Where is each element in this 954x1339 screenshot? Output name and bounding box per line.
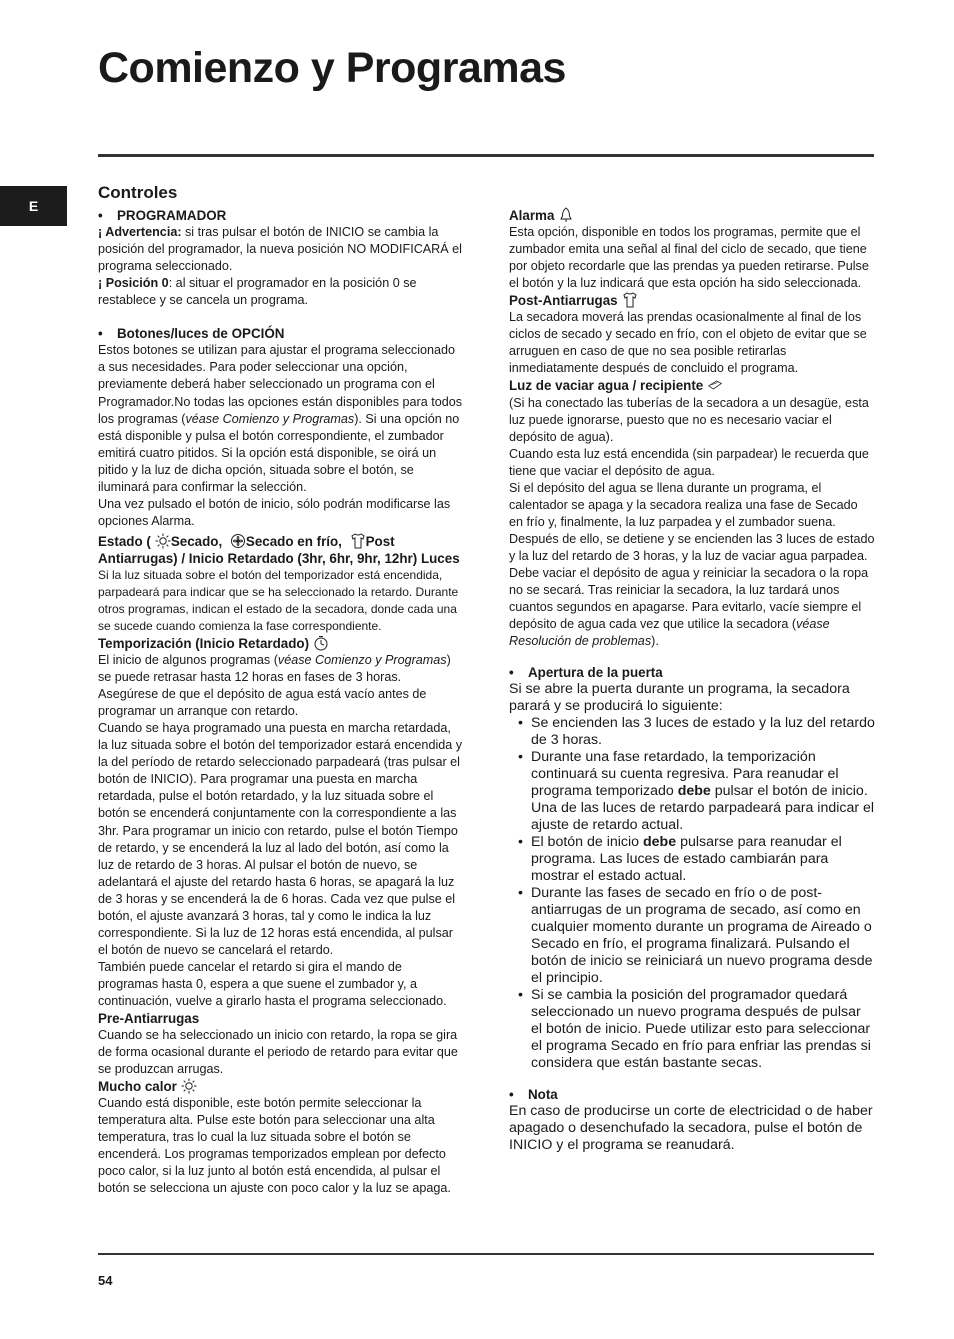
language-tab: E	[0, 186, 67, 226]
opcion-text-2: Una vez pulsado el botón de inicio, sólo podrán modificarse las opciones Alarma.	[98, 496, 451, 528]
luz-vaciar-text-1: (Si ha conectado las tuberías de la secadora a un desagüe, esta luz puede ignorarse, puesto que no es necesario vaciar el depósito de agua).	[509, 395, 869, 444]
post-antiarrugas-heading: Post-Antiarrugas	[509, 292, 875, 309]
luz-vaciar-heading: Luz de vaciar agua / recipiente	[509, 377, 875, 394]
mucho-calor-text: Cuando está disponible, este botón permite seleccionar la temperatura alta. Pulse este botón para seleccionar una alta temperatura, tras lo cual la luz situada sobre el botón se encenderá. Los programas temporizados emplean por defecto poco calor, si la luz junto al botón está encendida, al pulsar el botón se selecciona un ajuste con poco calor y la luz se apaga.	[98, 1096, 451, 1196]
programador-position: ¡ Posición 0: al situar el programador en la posición 0 se restablece y se cancela un programa.	[98, 276, 417, 308]
pre-antiarrugas-heading: Pre-Antiarrugas	[98, 1011, 200, 1027]
apertura-intro: Si se abre la puerta durante un programa, la secadora parará y se producirá lo siguiente:	[509, 681, 850, 715]
apertura-list	[509, 715, 875, 1072]
list-item: • Se encienden las 3 luces de estado y la luz del retardo de 3 horas.	[509, 715, 875, 749]
estado-text: Si la luz situada sobre el botón del temporizador está encendida, parpadeará para indicar que se ha seleccionado la retardo. Durante otros programas, indican el estado de la secadora, donde cada una se sucede cuando comienza la fase correspondiente.	[98, 567, 459, 633]
opcion-text: Estos botones se utilizan para ajustar el programa seleccionado a sus necesidades. Para poder seleccionar una opción, previamente deberá haber seleccionado un programa con el Programador.No todas las opciones están disponibles para todos los programas (véase Comienzo y Programas). Si una opción no está disponible y pulsa el botón correspondiente, el zumbador emitirá cuatro pitidos. Si la opción está disponible, se oirá un pitido y la luz de dicha opción, situada sobre el botón, se iluminará para confirmar la selección.	[98, 343, 463, 494]
nota-label: • Nota	[509, 1086, 875, 1103]
section-heading-controles: Controles	[98, 183, 178, 202]
shirt-icon	[622, 292, 638, 308]
temporizacion-text-3: También puede cancelar el retardo si gira el mando de programas hasta 0, espera a que suene el zumbador y, a continuación, vuelve a girarlo hasta el programa seleccionado.	[98, 959, 447, 1008]
estado-heading: Estado ( Secado, Secado en frío, Post Antiarrugas) / Inicio Retardado (3hr, 6hr, 9hr, 12hr) Luces	[98, 533, 460, 566]
list-item: • El botón de inicio debe pulsarse para reanudar el programa. Las luces de estado cambiarán para mostrar el estado actual.	[509, 834, 875, 885]
shirt-icon	[350, 533, 366, 549]
left-column	[98, 184, 464, 1198]
sun-icon	[181, 1078, 197, 1094]
luz-vaciar-text-2: Cuando esta luz está encendida (sin parpadear) le recuerda que tiene que vaciar el depósito de agua.	[509, 446, 869, 478]
page-number: 54	[98, 1273, 113, 1288]
list-item: • Durante las fases de secado en frío o de post-antiarrugas de un programa de secado, así como en cualquier momento durante un programa de Aireado o Secado en frío, el programa finalizará. Pulsando el botón de inicio se reiniciará un nuevo programa desde el principio.	[509, 885, 875, 987]
page-title: Comienzo y Programas	[98, 44, 566, 92]
temporizacion-heading: Temporización (Inicio Retardado)	[98, 635, 464, 652]
luz-vaciar-text-3: Si el depósito del agua se llena durante un programa, el calentador se apaga y la secadora realiza una fase de Secado en frío y, finalmente, la luz parpadea y el zumbador suena. Después de ello, se detiene y se encienden las 3 luces de estado y la luz del retardo de 3 horas, y la luz de vaciar agua parpadea. Debe vaciar el depósito de agua y reiniciar la secadora o la ropa no se secará. Tras reiniciar la secadora, la luz tardará unos cuantos segundos en apagarse. Para evitarlo, vacíe siempre el depósito de agua cada vez que utilice la secadora (véase Resolución de problemas).	[509, 480, 875, 649]
water-container-icon	[707, 377, 727, 393]
temporizacion-text-2: Cuando se haya programado una puesta en marcha retardada, la luz situada sobre el botón del temporizador estará encendida y la del período de retardo seleccionado parpadeará (tras pulsar el botón de INICIO). Para programar una puesta en marcha retardada, pulse el botón retardado, y la luz situada sobre el botón se encenderá conjuntamente con la correspondiente a las 3hr. Para programar un inicio con retardo, pulse el botón Tiempo de retardo, y se encenderá la luz al lado del botón, así como la luz de retardo de 3 horas. Al pulsar el botón de nuevo, se adelantará el ajuste del retardo hasta 6 horas, se apagará la luz de 3 horas y se encenderá la de 6 horas. Cada vez que pulse el botón, el ajuste avanzará 3 horas, tal y como le indica la luz correspondiente. Si la luz de 12 horas está encendida, al pulsar el botón de nuevo se cancelará el retardo.	[98, 721, 463, 957]
programador-label: • PROGRAMADOR	[98, 207, 464, 224]
alarma-text: Esta opción, disponible en todos los programas, permite que el zumbador emita una señal al final del ciclo de secado, que tiene por objeto recordarle que las prendas ya pueden retirarse. Pulse el botón y la luz indicará que esta opción ha sido seleccionada.	[509, 225, 869, 291]
footer-divider	[98, 1253, 874, 1255]
alarma-heading: Alarma	[509, 207, 875, 224]
fan-icon	[230, 533, 246, 549]
nota-text: En caso de producirse un corte de electricidad o de haber apagado o desenchufado la secadora, pulse el botón de INICIO y el programa se reanudará.	[509, 1103, 873, 1154]
bell-icon	[558, 207, 574, 223]
temporizacion-text: El inicio de algunos programas (véase Comienzo y Programas) se puede retrasar hasta 12 horas en fases de 3 horas. Asegúrese de que el depósito de agua está vacío antes de programar un arranque con retardo.	[98, 653, 451, 719]
list-item: • Durante una fase retardado, la temporización continuará su cuenta regresiva. Para reanudar el programa temporizado debe pulsar el botón de inicio. Una de las luces de retardo parpadeará para indicar el ajuste de retardo actual.	[509, 749, 875, 834]
title-divider	[98, 154, 874, 157]
post-antiarrugas-text: La secadora moverá las prendas ocasionalmente al final de los ciclos de secado y secado en frío, con el objeto de evitar que se arruguen en caso de que no sea posible retirarlas inmediatamente después de concluido el programa.	[509, 310, 867, 376]
timer-icon	[313, 635, 329, 651]
opcion-label: • Botones/luces de OPCIÓN	[98, 325, 464, 342]
list-item: • Si se cambia la posición del programador quedará seleccionado un nuevo programa después de pulsar el botón de inicio. Puede utilizar esto para seleccionar el programa Secado en frío para enfriar las prendas si considera que están bastante secas.	[509, 987, 875, 1072]
pre-antiarrugas-text: Cuando se ha seleccionado un inicio con retardo, la ropa se gira de forma ocasional durante el periodo de retardo para evitar que se produzcan arrugas.	[98, 1028, 458, 1077]
apertura-label: • Apertura de la puerta	[509, 664, 875, 681]
right-column	[509, 207, 875, 1154]
sun-icon	[155, 533, 171, 549]
mucho-calor-heading: Mucho calor	[98, 1078, 464, 1095]
programador-warning: ¡ Advertencia: si tras pulsar el botón de INICIO se cambia la posición del programador, la nueva posición NO MODIFICARÁ el programa seleccionado.	[98, 225, 462, 274]
